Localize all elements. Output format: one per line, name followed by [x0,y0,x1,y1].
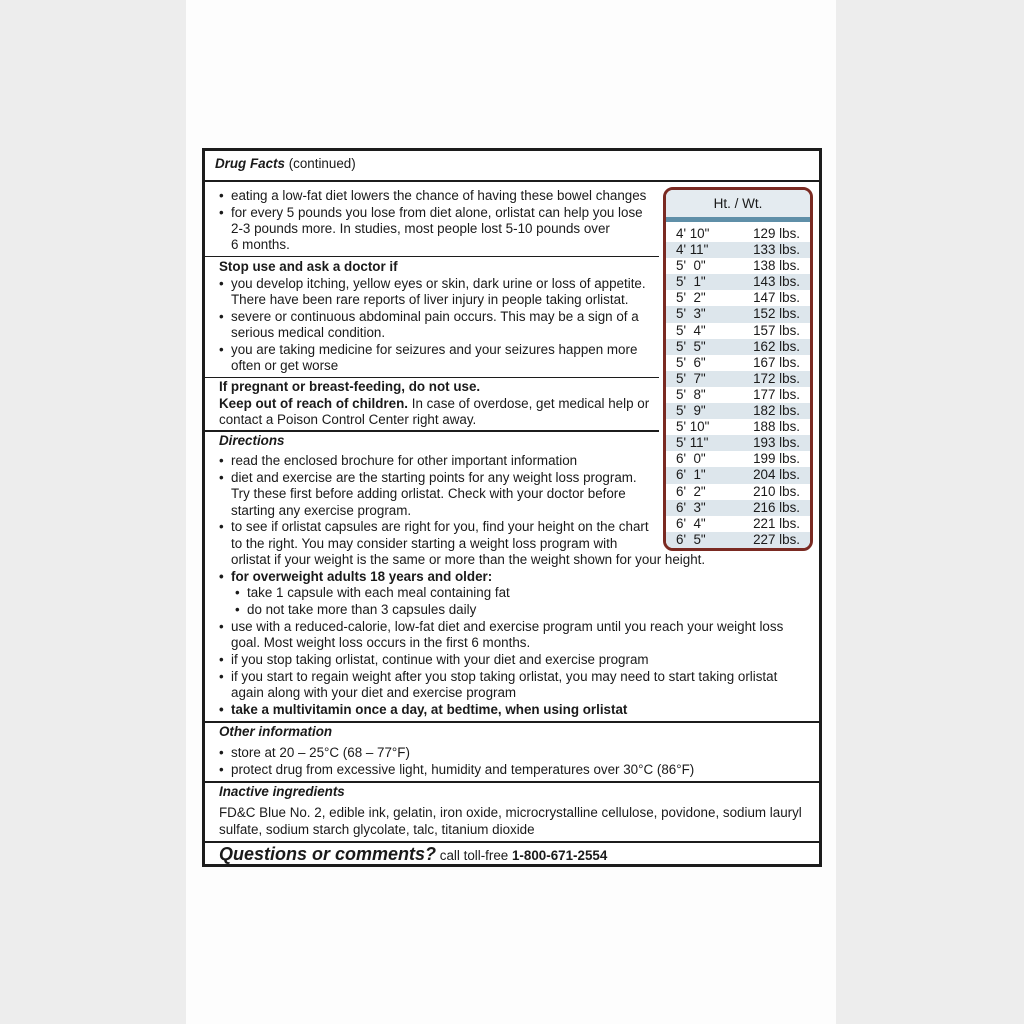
directions-line: • diet and exercise are the starting points for any weight loss program. [219,470,637,485]
bullet-line: • for every 5 pounds you lose from diet alone, orlistat can help you lose [219,205,643,220]
table-row [666,339,810,355]
divider [205,721,819,723]
height-cell: 6' 5" [676,531,706,547]
stop-use-line: • you are taking medicine for seizures and your seizures happen more [219,342,638,357]
height-cell: 5' 11" [676,435,709,451]
table-row [666,419,810,435]
weight-cell: 177 lbs. [753,386,800,402]
weight-cell: 129 lbs. [753,226,800,241]
height-cell: 4' 11" [676,242,709,258]
directions-line: • read the enclosed brochure for other important information [219,453,578,468]
drug-facts-title [215,156,356,172]
drug-facts-panel [202,148,822,867]
keep-out-warning: Keep out of reach of children. In case of overdose, get medical help or [219,396,650,411]
height-cell: 6' 3" [676,499,706,515]
table-row [666,435,810,451]
multivitamin-direction: • take a multivitamin once a day, at bedtime, when using orlistat [219,702,628,717]
weight-cell: 221 lbs. [753,515,800,531]
questions-row [219,844,607,864]
weight-cell: 204 lbs. [753,467,800,483]
table-row [666,242,810,258]
table-row [666,516,810,532]
inactive-line: FD&C Blue No. 2, edible ink, gelatin, iron oxide, microcrystalline cellulose, povidone, sodium lauryl [219,805,802,820]
table-row [666,387,810,403]
title-continued: (continued) [288,156,356,171]
stop-use-line: • you develop itching, yellow eyes or skin, dark urine or loss of appetite. [219,276,646,291]
divider [205,377,659,378]
questions-text: call toll-free [439,848,509,863]
bullet-line: • eating a low-fat diet lowers the chance of having these bowel changes [219,188,647,203]
directions-line: starting any exercise program. [231,503,412,518]
height-cell: 5' 9" [676,403,706,419]
directions-line: • if you start to regain weight after you stop taking orlistat, you may need to start taking orlistat [219,669,778,684]
weight-cell: 172 lbs. [753,370,800,386]
table-row [666,226,810,242]
divider [205,781,819,783]
pregnancy-warning: If pregnant or breast-feeding, do not use. [219,379,481,394]
inactive-heading: Inactive ingredients [219,784,345,799]
height-weight-rows [666,222,810,548]
other-info-line: • store at 20 – 25°C (68 – 77°F) [219,745,410,760]
directions-subitem: • do not take more than 3 capsules daily [235,602,477,617]
phone-number[interactable]: 1-800-671-2554 [511,848,608,863]
weight-cell: 157 lbs. [753,322,800,338]
directions-line: • to see if orlistat capsules are right for you, find your height on the chart [219,519,649,534]
stop-use-heading: Stop use and ask a doctor if [219,259,398,274]
inactive-line: sulfate, sodium starch glycolate, talc, titanium dioxide [219,822,535,837]
title-text: Drug Facts [215,156,285,171]
table-row [666,323,810,339]
height-weight-header: Ht. / Wt. [666,190,810,222]
weight-cell: 216 lbs. [753,499,800,515]
directions-line: • if you stop taking orlistat, continue with your diet and exercise program [219,652,649,667]
height-cell: 4' 10" [676,226,710,241]
bullet-continuation: 2-3 pounds more. In studies, most people lost 5-10 pounds over [231,221,610,236]
height-cell: 6' 1" [676,467,706,483]
directions-line: to the right. You may consider starting a weight loss program with [231,536,618,551]
weight-cell: 227 lbs. [753,531,800,547]
table-row [666,306,810,322]
divider [205,841,819,843]
divider [205,430,659,432]
weight-cell: 210 lbs. [753,483,800,499]
height-cell: 6' 2" [676,483,706,499]
height-cell: 5' 8" [676,386,706,402]
stop-use-line: There have been rare reports of liver injury in people taking orlistat. [231,292,629,307]
directions-line: goal. Most weight loss occurs in the first 6 months. [231,635,531,650]
height-cell: 5' 7" [676,370,706,386]
table-row [666,500,810,516]
height-cell: 5' 0" [676,258,706,274]
table-row [666,532,810,548]
height-cell: 5' 10" [676,419,710,435]
table-row [666,451,810,467]
weight-cell: 167 lbs. [753,354,800,370]
weight-cell: 193 lbs. [753,435,800,451]
other-info-heading: Other information [219,724,333,739]
weight-cell: 188 lbs. [753,419,800,435]
weight-cell: 182 lbs. [753,403,800,419]
directions-heading: Directions [219,433,285,448]
weight-cell: 138 lbs. [753,258,800,274]
height-cell: 5' 2" [676,290,706,306]
directions-line: • use with a reduced-calorie, low-fat diet and exercise program until you reach your weight loss [219,619,784,634]
height-cell: 5' 4" [676,322,706,338]
weight-cell: 162 lbs. [753,338,800,354]
height-cell: 5' 5" [676,338,706,354]
weight-cell: 143 lbs. [753,274,800,290]
questions-heading: Questions or comments? [219,844,437,864]
divider [205,256,659,257]
height-cell: 6' 0" [676,451,706,467]
table-row [666,355,810,371]
table-row [666,484,810,500]
weight-cell: 133 lbs. [753,242,800,258]
height-cell: 5' 3" [676,306,706,322]
directions-subheading: • for overweight adults 18 years and older: [219,569,493,584]
height-cell: 6' 4" [676,515,706,531]
stop-use-line: often or get worse [231,358,339,373]
directions-line: again along with your diet and exercise program [231,685,517,700]
bullet-continuation: 6 months. [231,237,290,252]
weight-cell: 147 lbs. [753,290,800,306]
directions-line: Try these first before adding orlistat. Check with your doctor before [231,486,626,501]
other-info-line: • protect drug from excessive light, humidity and temperatures over 30°C (86°F) [219,762,695,777]
table-row [666,258,810,274]
stop-use-line: • severe or continuous abdominal pain occurs. This may be a sign of a [219,309,639,324]
height-cell: 5' 1" [676,274,706,290]
table-row [666,403,810,419]
divider [205,180,819,182]
weight-cell: 152 lbs. [753,306,800,322]
table-row [666,467,810,483]
directions-line: orlistat if your weight is the same or more than the weight shown for your height. [231,552,706,567]
stop-use-line: serious medical condition. [231,325,386,340]
height-cell: 5' 6" [676,354,706,370]
weight-cell: 199 lbs. [753,451,800,467]
height-weight-table [663,187,813,551]
table-row [666,371,810,387]
table-row [666,290,810,306]
directions-subitem: • take 1 capsule with each meal containing fat [235,585,510,600]
table-row [666,274,810,290]
keep-out-warning-line2: contact a Poison Control Center right away. [219,412,477,427]
